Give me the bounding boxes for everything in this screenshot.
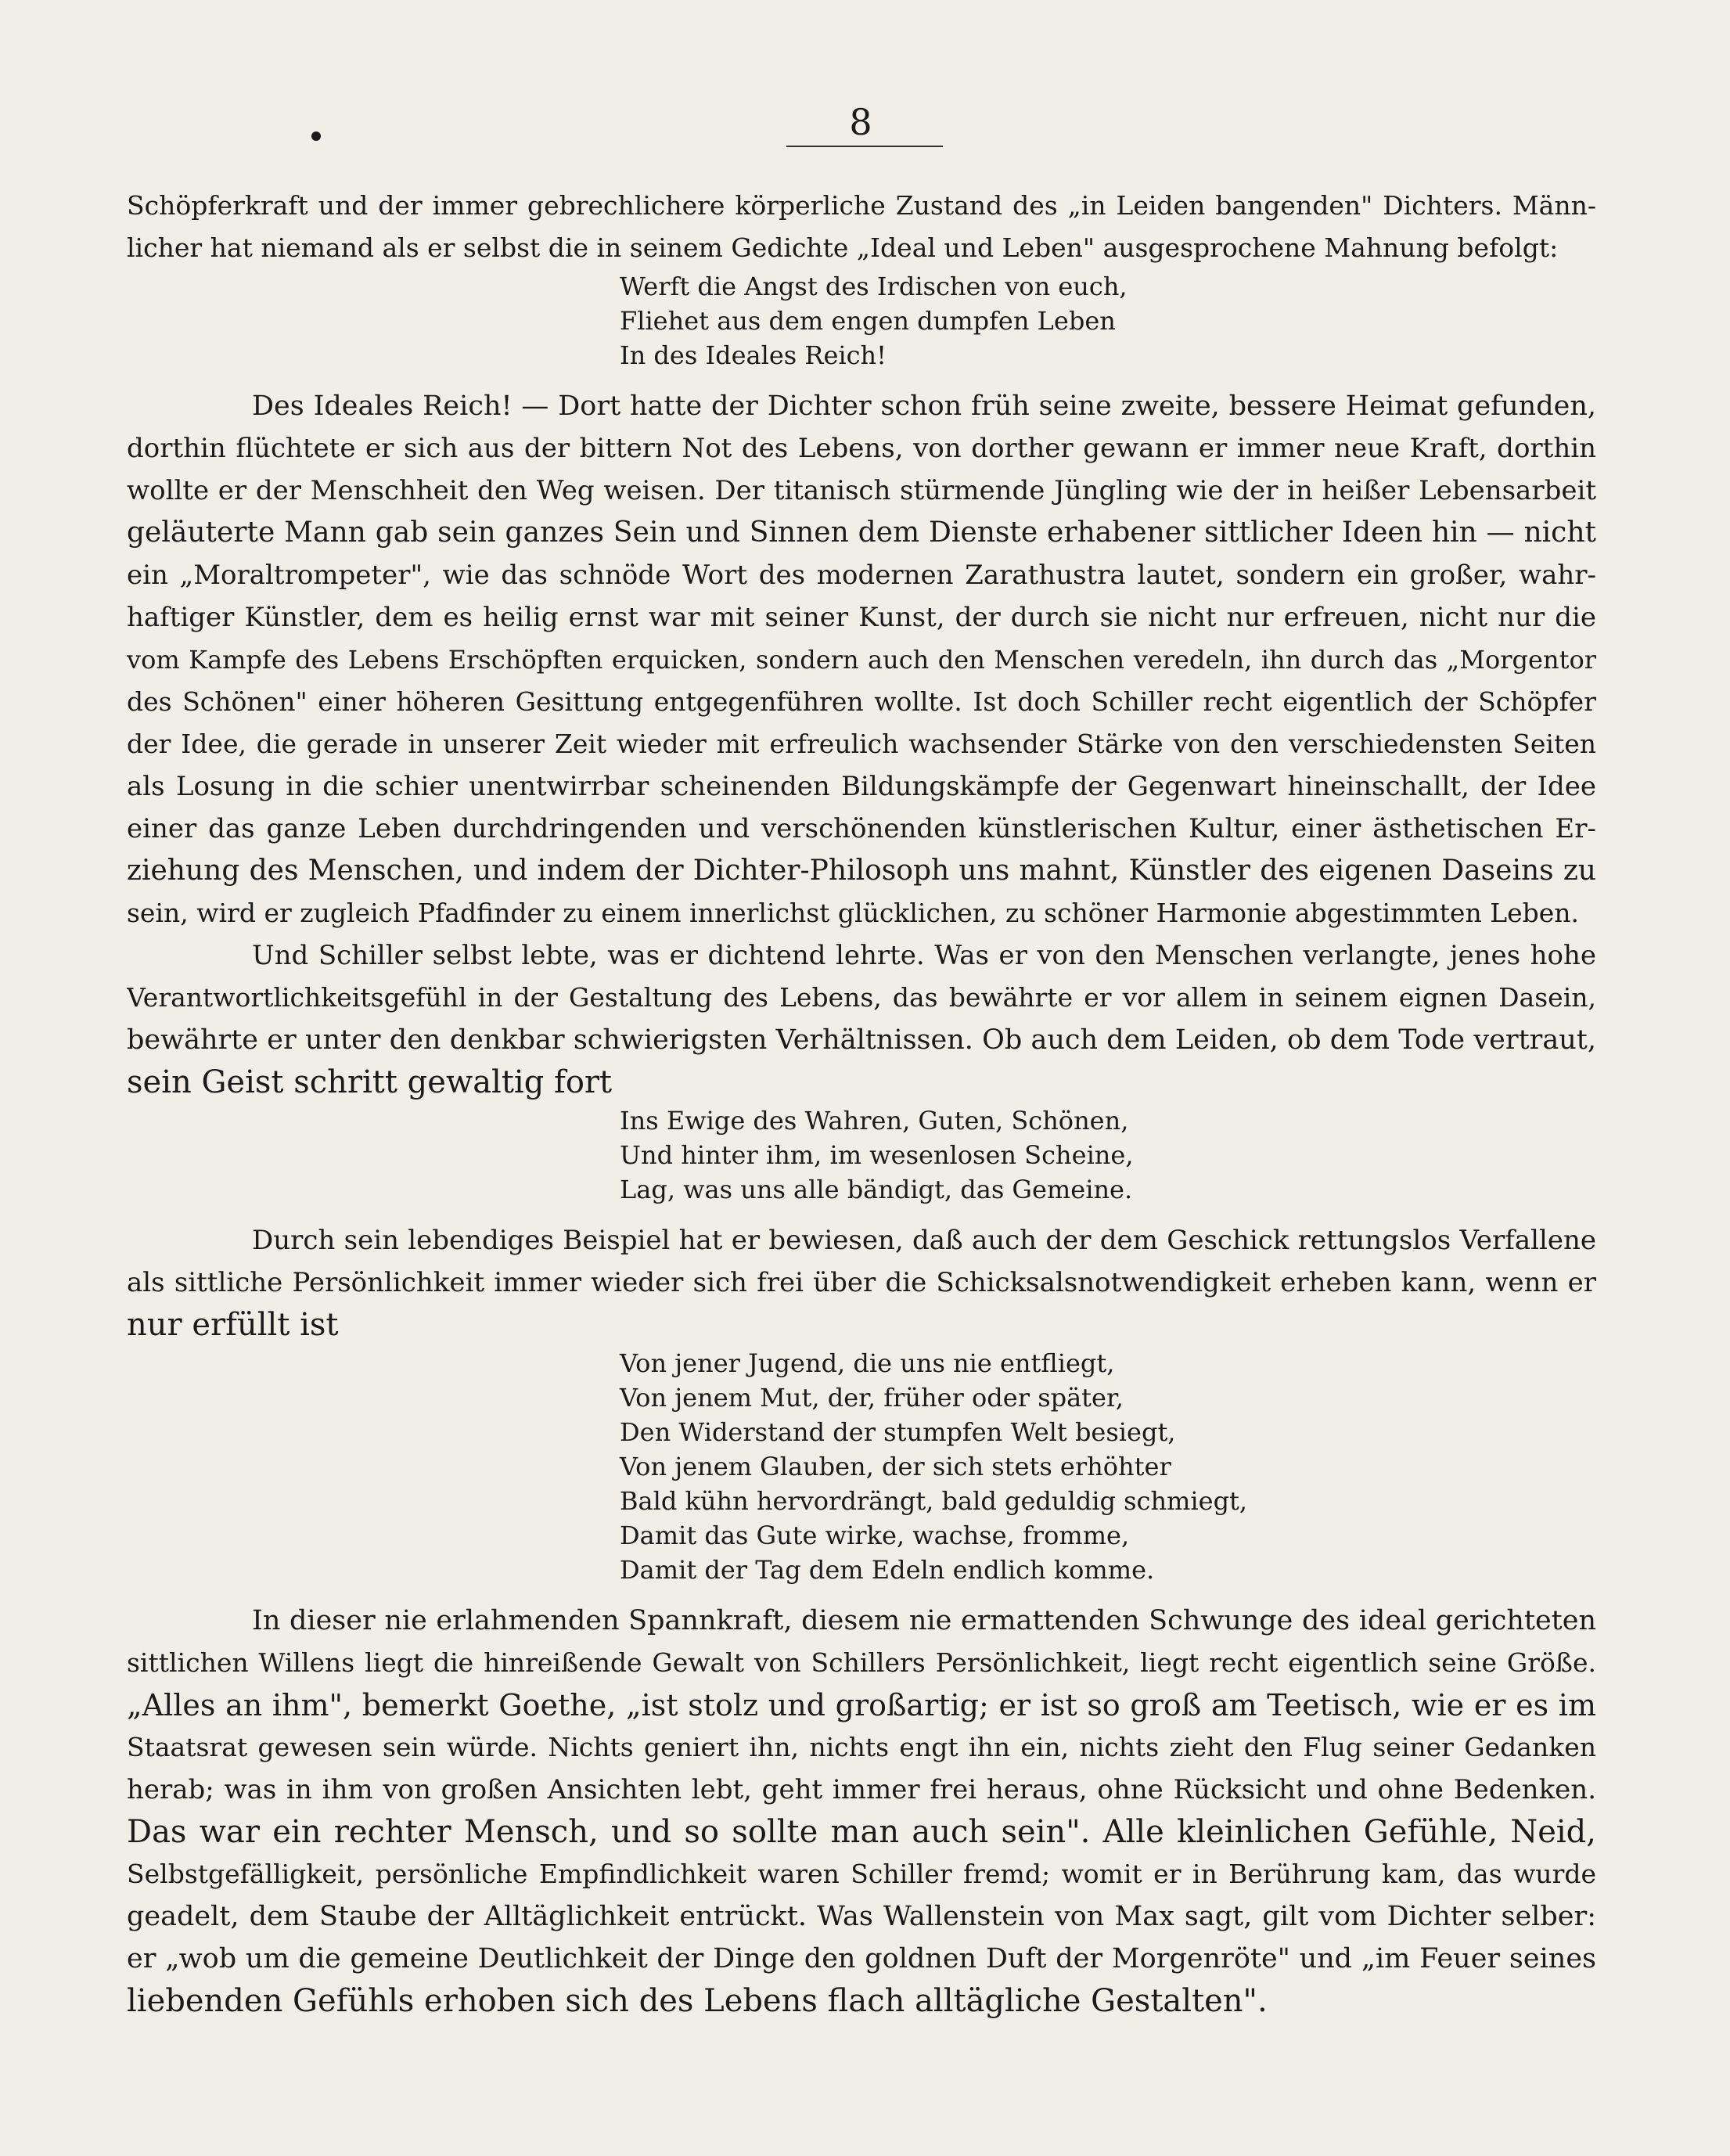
text-line: Das war ein rechter Mensch, und so sollte man auch sein". Alle kleinlichen Gefühle, Neid, [127, 1814, 1596, 1850]
text-line: vom Kampfe des Lebens Erschöpften erquicken, sondern auch den Menschen veredeln, ihn durch das „Morgentor [127, 645, 1596, 675]
paragraph-gap [127, 1207, 1596, 1219]
text-line: als sittliche Persönlichkeit immer wieder sich frei über die Schicksalsnotwendigkeit erheben kann, wenn er [127, 1267, 1596, 1298]
verse-line: Und hinter ihm, im wesenlosen Scheine, [620, 1140, 1134, 1170]
paragraph-gap [127, 1587, 1596, 1600]
text-line: ein „Moraltrompeter", wie das schnöde Wort des modernen Zarathustra lautet, sondern ein großer, wahr- [127, 560, 1596, 591]
text-line: ziehung des Menschen, und indem der Dichter-Philosoph uns mahnt, Künstler des eigenen Daseins zu [127, 855, 1596, 887]
verse-line: In des Ideales Reich! [620, 340, 887, 370]
text-line: Durch sein lebendiges Beispiel hat er bewiesen, daß auch der dem Geschick rettungslos Verfallene [252, 1225, 1596, 1256]
text-line: Staatsrat gewesen sein würde. Nichts geniert ihn, nichts engt ihn ein, nichts zieht den Flug seiner Gedanken [127, 1732, 1596, 1762]
text-line: In dieser nie erlahmenden Spannkraft, diesem nie ermattenden Schwunge des ideal gerichteten [252, 1605, 1596, 1636]
verse-line: Lag, was uns alle bändigt, das Gemeine. [620, 1175, 1133, 1204]
text-line: der Idee, die gerade in unserer Zeit wieder mit erfreulich wachsender Stärke von den verschiedensten Seiten [127, 729, 1596, 759]
verse-quote [620, 269, 1596, 373]
text-line: „Alles an ihm", bemerkt Goethe, „ist stolz und großartig; er ist so groß am Teetisch, wie er es im [127, 1688, 1596, 1722]
header-rule [786, 146, 943, 147]
text-line: sein Geist schritt gewaltig fort [127, 1064, 613, 1100]
verse-quote [620, 1346, 1596, 1587]
text-line: herab; was in ihm von großen Ansichten lebt, geht immer frei heraus, ohne Rücksicht und ohne Bedenken. [127, 1774, 1596, 1805]
text-line: einer das ganze Leben durchdringenden und verschönenden künstlerischen Kultur, einer ästhetischen Er- [127, 813, 1596, 844]
text-line: wollte er der Menschheit den Weg weisen. Der titanisch stürmende Jüngling wie der in heißer Lebensarbeit [127, 475, 1596, 506]
text-line: Selbstgefälligkeit, persönliche Empfindlichkeit waren Schiller fremd; womit er in Berührung kam, das wurde [127, 1859, 1596, 1889]
body-text [127, 185, 1596, 2022]
text-line: des Schönen" einer höheren Gesittung entgegenführen wollte. Ist doch Schiller recht eigentlich der Schöpfer [127, 686, 1596, 717]
text-line: bewährte er unter den denkbar schwierigsten Verhältnissen. Ob auch dem Leiden, ob dem Tode vertraut, [127, 1024, 1596, 1056]
verse-line: Ins Ewige des Wahren, Guten, Schönen, [620, 1106, 1129, 1136]
text-line: sittlichen Willens liegt die hinreißende Gewalt von Schillers Persönlichkeit, liegt recht eigentlich seine Größe. [127, 1647, 1596, 1678]
bullet-dot [311, 131, 321, 141]
verse-line: Den Widerstand der stumpfen Welt besiegt, [620, 1417, 1176, 1447]
text-line: liebenden Gefühls erhoben sich des Lebens flach alltägliche Gestalten". [127, 1983, 1268, 2019]
text-line: als Losung in die schier unentwirrbar scheinenden Bildungskämpfe der Gegenwart hineinschallt, der Idee [127, 771, 1596, 802]
text-line: geläuterte Mann gab sein ganzes Sein und Sinnen dem Dienste erhabener sittlicher Ideen hin — nicht [127, 517, 1596, 549]
verse-line: Damit das Gute wirke, wachse, fromme, [620, 1521, 1130, 1550]
verse-line: Damit der Tag dem Edeln endlich komme. [620, 1555, 1155, 1585]
text-line: haftiger Künstler, dem es heilig ernst war mit seiner Kunst, der durch sie nicht nur erfreuen, nicht nur die [127, 602, 1596, 633]
text-line: Des Ideales Reich! — Dort hatte der Dichter schon früh seine zweite, bessere Heimat gefunden, [252, 391, 1596, 422]
verse-line: Von jenem Mut, der, früher oder später, [620, 1383, 1124, 1413]
text-line: geadelt, dem Staube der Alltäglichkeit entrückt. Was Wallenstein von Max sagt, gilt vom Dichter selber: [127, 1901, 1596, 1932]
verse-line: Von jenem Glauben, der sich stets erhöhter [620, 1452, 1171, 1481]
text-line: sein, wird er zugleich Pfadfinder zu einem innerlichst glücklichen, zu schöner Harmonie abgestimmten Leben. [127, 898, 1580, 928]
text-line: dorthin flüchtete er sich aus der bittern Not des Lebens, von dorther gewann er immer neue Kraft, dorthin [127, 433, 1596, 464]
verse-line: Von jener Jugend, die uns nie entfliegt, [620, 1348, 1115, 1378]
paragraph-gap [127, 373, 1596, 385]
page-number: 8 [849, 101, 872, 143]
text-line: Verantwortlichkeitsgefühl in der Gestaltung des Lebens, das bewährte er vor allem in seinem eignen Dasein, [127, 982, 1596, 1013]
text-line: licher hat niemand als er selbst die in seinem Gedichte „Ideal und Leben" ausgesprochene Mahnung befolgt: [127, 232, 1559, 263]
text-line: er „wob um die gemeine Deutlichkeit der Dinge den goldnen Duft der Morgenröte" und „im Feuer seines [127, 1943, 1596, 1974]
text-line: nur erfüllt ist [127, 1307, 339, 1343]
verse-line: Bald kühn hervordrängt, bald geduldig schmiegt, [620, 1486, 1248, 1516]
text-line: Schöpferkraft und der immer gebrechlichere körperliche Zustand des „in Leiden bangenden" Dichters. Männ- [127, 190, 1596, 221]
verse-quote [620, 1103, 1596, 1207]
verse-line: Fliehet aus dem engen dumpfen Leben [620, 306, 1116, 336]
text-line: Und Schiller selbst lebte, was er dichtend lehrte. Was er von den Menschen verlangte, jenes hohe [252, 940, 1596, 971]
verse-line: Werft die Angst des Irdischen von euch, [620, 272, 1128, 301]
